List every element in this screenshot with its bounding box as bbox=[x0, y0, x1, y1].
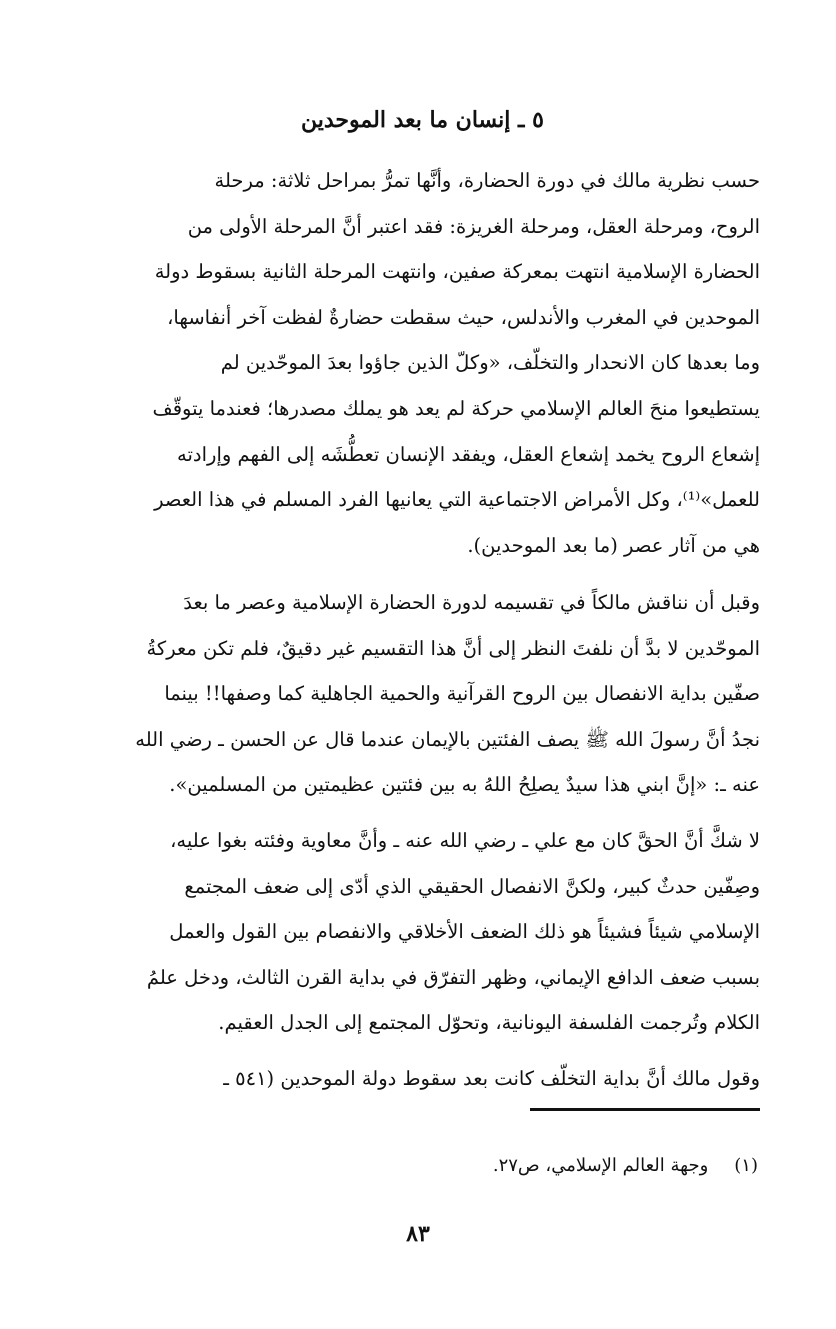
paragraph-line: الروح، ومرحلة العقل، ومرحلة الغريزة: فقد اعتبر أنَّ المرحلة الأولى من bbox=[187, 214, 760, 238]
footnote-number: (١) bbox=[734, 1155, 758, 1176]
paragraph-line: للعمل»⁽¹⁾، وكل الأمراض الاجتماعية التي يعانيها الفرد المسلم في هذا العصر bbox=[154, 488, 760, 512]
paragraph-line: إشعاع الروح يخمد إشعاع العقل، ويفقد الإنسان تعطُّشَه إلى الفهم وإرادته bbox=[177, 442, 760, 466]
paragraph-line: وقبل أن نناقش مالكاً في تقسيمه لدورة الحضارة الإسلامية وعصر ما بعدَ bbox=[183, 591, 760, 614]
paragraph-line: لا شكَّ أنَّ الحقَّ كان مع علي ـ رضي الله عنه ـ وأنَّ معاوية وفئته بغوا عليه، bbox=[170, 829, 760, 852]
paragraph-line: بسبب ضعف الدافع الإيماني، وظهر التفرّق في بداية القرن الثالث، ودخل علمُ bbox=[146, 965, 760, 989]
paragraph-4 bbox=[88, 1056, 760, 1102]
paragraph-line: نجدُ أنَّ رسولَ الله ﷺ يصف الفئتين بالإيمان عندما قال عن الحسن ـ رضي الله bbox=[135, 727, 760, 751]
page-number: ٨٣ bbox=[406, 1221, 430, 1247]
section-heading: ٥ ـ إنسان ما بعد الموحدين bbox=[301, 107, 544, 133]
paragraph-1 bbox=[88, 158, 760, 568]
paragraph-3 bbox=[88, 818, 760, 1046]
paragraph-line: الإسلامي شيئاً فشيئاً هو ذلك الضعف الأخلاقي والانفصام بين القول والعمل bbox=[169, 920, 760, 944]
paragraph-line: هي من آثار عصر (ما بعد الموحدين). bbox=[467, 533, 760, 557]
footnote-text: وجهة العالم الإسلامي، ص٢٧. bbox=[492, 1155, 709, 1176]
paragraph-line: الموحدين في المغرب والأندلس، حيث سقطت حضارةٌ لفظت آخر أنفاسها، bbox=[167, 305, 760, 329]
paragraph-line: عنه ـ: «إنَّ ابني هذا سيدٌ يصلِحُ اللهُ به بين فئتين عظيمتين من المسلمين». bbox=[169, 773, 760, 797]
paragraph-line: الكلام وتُرجمت الفلسفة اليونانية، وتحوّل المجتمع إلى الجدل العقيم. bbox=[218, 1011, 760, 1035]
paragraph-2 bbox=[88, 580, 760, 808]
footnote bbox=[493, 1150, 758, 1182]
paragraph-line: وما بعدها كان الانحدار والتخلّف، «وكلّ الذين جاؤوا بعدَ الموحّدين لم bbox=[220, 351, 760, 375]
paragraph-line: وصِفّين حدثٌ كبير، ولكنَّ الانفصال الحقيقي الذي أدّى إلى ضعف المجتمع bbox=[184, 874, 760, 898]
paragraph-line: الحضارة الإسلامية انتهت بمعركة صفين، وانتهت المرحلة الثانية بسقوط دولة bbox=[154, 260, 760, 284]
paragraph-line: وقول مالك أنَّ بداية التخلّف كانت بعد سقوط دولة الموحدين (٥٤١ ـ bbox=[223, 1067, 760, 1090]
paragraph-line: يستطيعوا منحَ العالم الإسلامي حركة لم يعد هو يملك مصدرها؛ فعندما يتوقّف bbox=[152, 396, 760, 420]
paragraph-line: حسب نظرية مالك في دورة الحضارة، وأنَّها تمرُّ بمراحل ثلاثة: مرحلة bbox=[214, 169, 760, 192]
paragraph-line: الموحّدين لا بدَّ أن نلفتَ النظر إلى أنَّ هذا التقسيم غير دقيقٌ، فلم تكن معركةُ bbox=[146, 636, 760, 660]
footnote-separator bbox=[530, 1108, 760, 1111]
paragraph-line: صفّين بداية الانفصال بين الروح القرآنية والحمية الجاهلية كما وصفها!! بينما bbox=[164, 682, 760, 706]
